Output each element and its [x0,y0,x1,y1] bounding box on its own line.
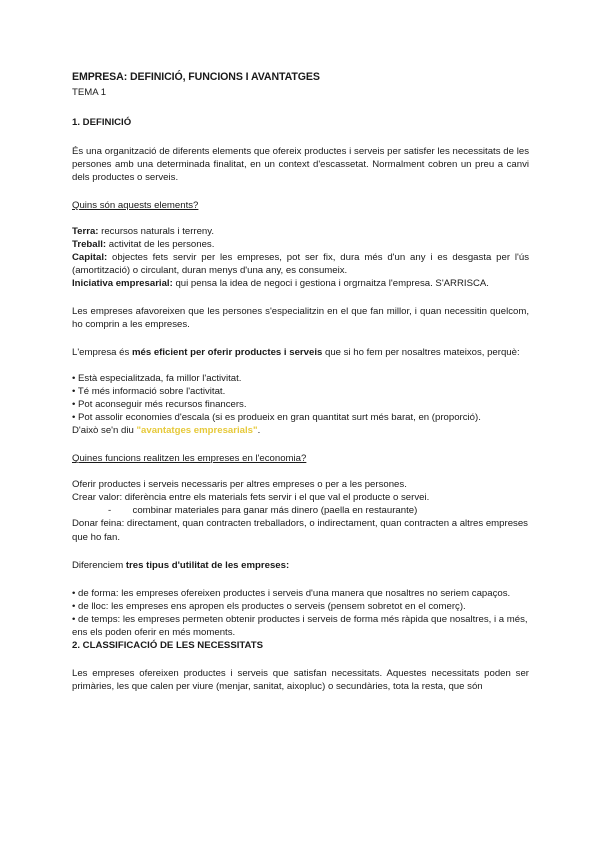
function-item: Crear valor: diferència entre els materials fets servir i el que val el producte o servei. [72,492,430,504]
element-text: objectes fets servir per les empreses, pot ser fix, dura més d'un any i es desgasta per l'ús (amortització) o circulant, duran menys d'una any, es consumeix. [72,251,529,276]
document-title: EMPRESA: DEFINICIÓ, FUNCIONS I AVANTATGES [72,71,320,83]
specialization-paragraph: Les empreses afavoreixen que les persones s'especialitzin en el que fan millor, i quan necessitin quelcom, ho comprin a les empreses. [72,305,529,330]
function-item: Donar feina: directament, quan contracten treballadors, o indirectament, quan contracten a altres empreses que ho fan. [72,518,528,543]
utility-pre: Diferenciem [72,559,126,571]
advantages-pre: D'això se'n diu [72,425,137,437]
efficiency-paragraph [72,346,529,359]
list-item: • Pot assolir economies d'escala (si es produeix en gran quantitat surt més barat, en (proporció). [72,412,481,424]
element-item [72,238,529,251]
list-item: • de temps: les empreses permeten obtenir productes i serveis de forma més ràpida que nosaltres, i a més, ens els poden oferir en més moments. [72,613,528,638]
utilities-list [72,587,529,639]
reasons-list [72,372,529,424]
list-item: • de forma: les empreses ofereixen productes i serveis d'una manera que nosaltres no seriem capaços. [72,587,511,599]
advantages-highlight: "avantatges empresarials" [136,425,258,437]
utility-intro [72,559,529,572]
advantages-line [72,424,529,437]
efficiency-pre: L'empresa és [72,347,132,359]
element-text: activitat de les persones. [106,238,215,250]
document-subtitle: TEMA 1 [72,87,107,99]
function-subitem: - combinar materiales para ganar más dinero (paella en restaurante) [108,505,418,517]
question-elements [72,199,529,212]
element-term: Terra: [72,225,99,237]
section-heading-classificacio: 2. CLASSIFICACIÓ DE LES NECESSITATS [72,639,264,651]
question-functions [72,452,529,465]
element-item [72,225,529,238]
definition-paragraph: És una organització de diferents elements que ofereix productes i serveis per satisfer les necessitats de les persones amb una determinada finalitat, en un context d'escassetat. Normalment cobren un preu a canvi dels productes o serveis. [72,145,529,183]
list-item: • Està especialitzada, fa millor l'activitat. [72,373,242,385]
question-elements-text: Quins són aquests elements? [72,199,199,211]
elements-list [72,225,529,290]
element-term: Treball: [72,238,107,250]
list-item: • Pot aconseguir més recursos financers. [72,399,247,411]
function-item: Oferir productes i serveis necessaris per altres empreses o per a les persones. [72,479,407,491]
element-term: Capital: [72,251,108,263]
efficiency-bold: més eficient per oferir productes i serveis [131,347,323,359]
section-heading-definicio: 1. DEFINICIÓ [72,117,132,129]
element-term: Iniciativa empresarial: [72,277,173,289]
functions-list [72,478,529,543]
element-item [72,251,529,277]
element-item [72,277,529,290]
list-item: • de lloc: les empreses ens apropen els productes o serveis (pensem sobretot en el comerç). [72,600,466,612]
list-item: • Té més informació sobre l'activitat. [72,386,226,398]
element-text: recursos naturals i terreny. [98,225,215,237]
utility-bold: tres tipus d'utilitat de les empreses: [125,559,290,571]
efficiency-post: que si ho fem per nosaltres mateixos, perquè: [322,347,520,359]
element-text: qui pensa la idea de negoci i gestiona i orgrnaitza l'empresa. S'ARRISCA. [172,277,489,289]
advantages-post: . [257,425,261,437]
classification-paragraph: Les empreses ofereixen productes i serveis que satisfan necessitats. Aquestes necessitats poden ser primàries, les que calen per viure (menjar, sanitat, aixopluc) o secundàries, tota la resta, que són [72,667,529,692]
question-functions-text: Quines funcions realitzen les empreses en l'economia? [72,453,307,465]
